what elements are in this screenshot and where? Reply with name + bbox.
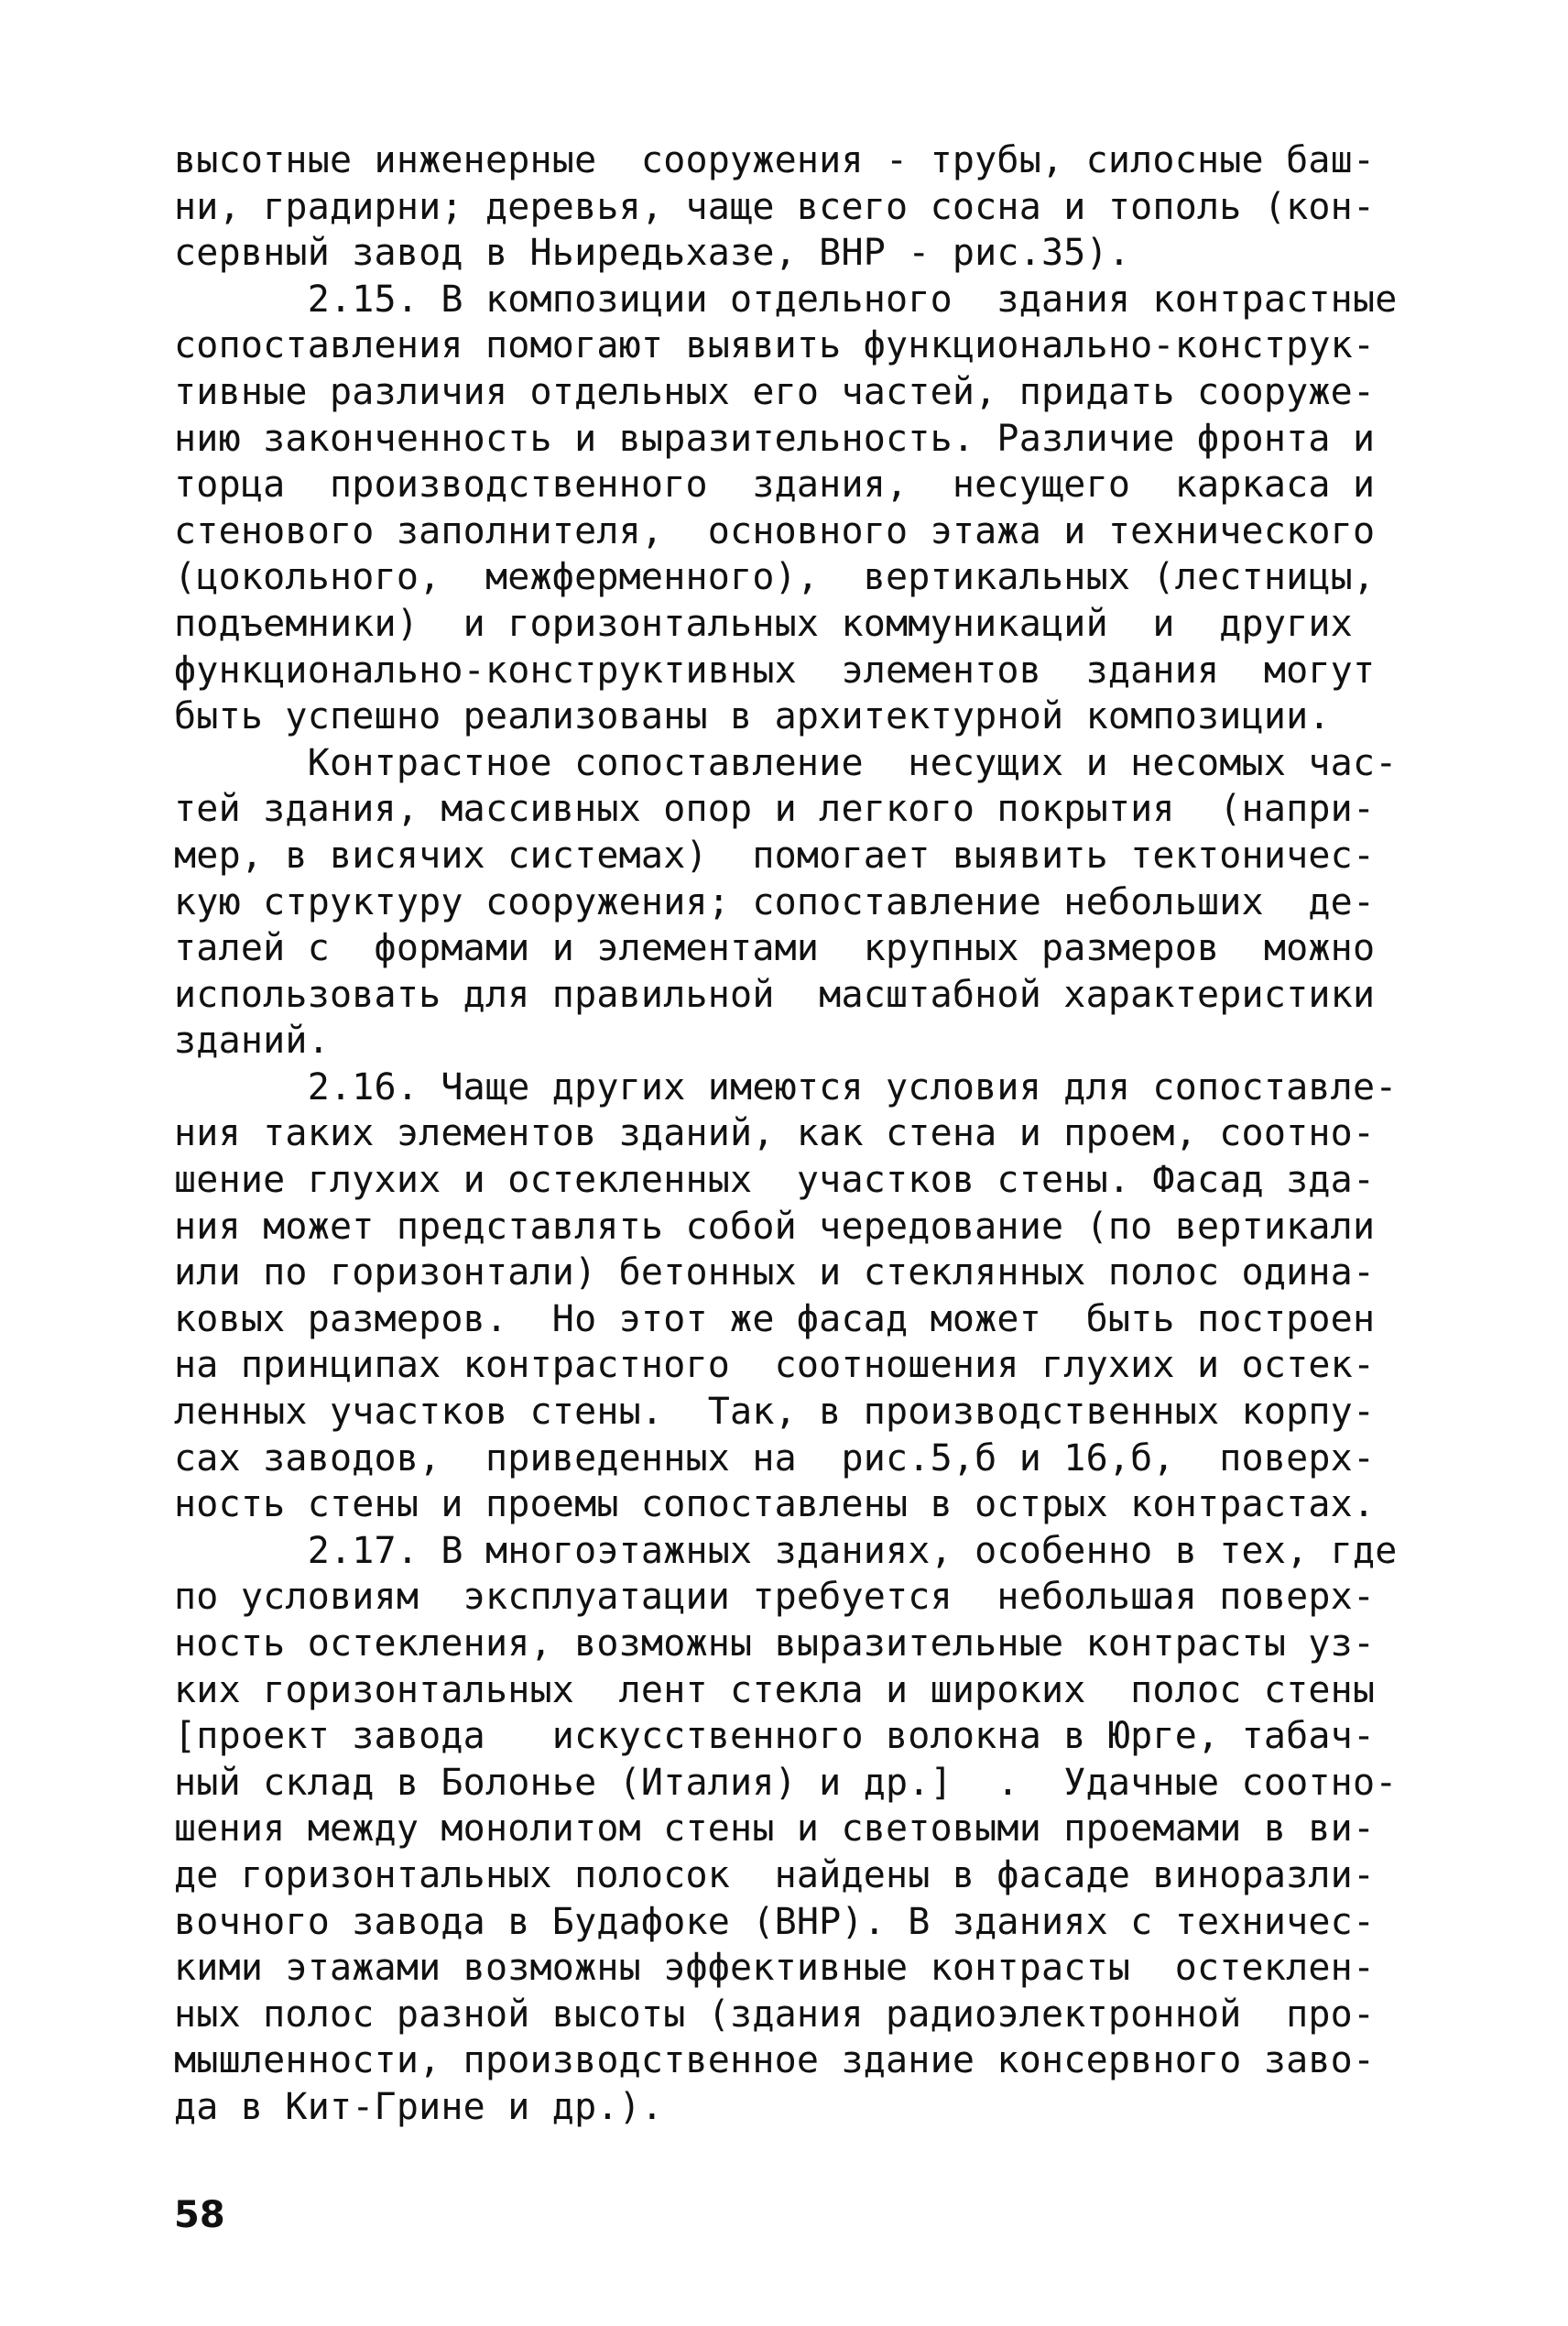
text-line: ность остекления, возможны выразительные контрасты уз- [174,1622,1376,1665]
text-line: по условиям эксплуатации требуется небольшая поверх- [174,1576,1376,1619]
text-line: ния может представлять собой чередование (по вертикали [174,1205,1376,1248]
text-line: 2.15. В композиции отдельного здания контрастные [174,278,1398,321]
text-line: талей с формами и элементами крупных размеров можно [174,927,1376,970]
text-line: нию законченность и выразительность. Различие фронта и [174,417,1376,460]
text-line: тивные различия отдельных его частей, придать сооруже- [174,370,1376,413]
text-line: сопоставления помогают выявить функционально-конструк- [174,324,1376,367]
text-line: использовать для правильной масштабной характеристики [174,973,1376,1016]
text-line: ких горизонтальных лент стекла и широких полос стены [174,1668,1376,1711]
text-line: ленных участков стены. Так, в производственных корпу- [174,1391,1376,1434]
text-line: торца производственного здания, несущего каркаса и [174,464,1376,507]
text-line: функционально-конструктивных элементов здания могут [174,649,1376,692]
text-line: мер, в висячих системах) помогает выявить тектоничес- [174,834,1376,877]
text-line: вочного завода в Будафоке (ВНР). В зданиях с техничес- [174,1900,1376,1943]
text-line: зданий. [174,1020,330,1063]
text-line: да в Кит-Грине и др.). [174,2085,664,2128]
text-line: или по горизонтали) бетонных и стеклянных полос одина- [174,1251,1376,1294]
text-line: ный склад в Болонье (Италия) и др.] . Удачные соотно- [174,1761,1398,1804]
text-line: ни, градирни; деревья, чаще всего сосна и тополь (кон- [174,185,1376,228]
body-text [174,137,1420,2131]
text-line: мышленности, производственное здание консервного заво- [174,2039,1376,2082]
text-line: тей здания, массивных опор и легкого покрытия (напри- [174,788,1376,831]
text-line: 2.16. Чаще других имеются условия для сопоставле- [174,1065,1398,1108]
text-line: подъемники) и горизонтальных коммуникаций и других [174,602,1353,645]
text-line: шение глухих и остекленных участков стены. Фасад зда- [174,1159,1376,1202]
text-line: 2.17. В многоэтажных зданиях, особенно в тех, где [174,1529,1398,1572]
text-line: (цокольного, межферменного), вертикальных (лестницы, [174,556,1376,599]
text-line: на принципах контрастного соотношения глухих и остек- [174,1344,1376,1387]
text-line: ния таких элементов зданий, как стена и проем, соотно- [174,1112,1376,1155]
text-line: высотные инженерные сооружения - трубы, силосные баш- [174,139,1376,181]
text-line: де горизонтальных полосок найдены в фасаде виноразли- [174,1853,1376,1896]
text-line: кими этажами возможны эффективные контрасты остеклен- [174,1947,1376,1990]
text-line: стенового заполнителя, основного этажа и технического [174,509,1376,552]
text-line: ковых размеров. Но этот же фасад может быть построен [174,1297,1376,1340]
text-line: сервный завод в Ньиредьхазе, ВНР - рис.35). [174,232,1131,275]
text-line: ность стены и проемы сопоставлены в острых контрастах. [174,1483,1376,1526]
text-line: ных полос разной высоты (здания радиоэлектронной про- [174,1993,1376,2036]
text-line: сах заводов, приведенных на рис.5,б и 16,б, поверх- [174,1436,1376,1480]
text-line: шения между монолитом стены и световыми проемами в ви- [174,1807,1376,1851]
text-line: [проект завода искусственного волокна в Юрге, табач- [174,1715,1376,1758]
text-line: кую структуру сооружения; сопоставление небольших де- [174,880,1376,923]
page-number: 58 [174,2194,225,2236]
text-line: Контрастное сопоставление несущих и несомых час- [174,741,1398,784]
text-line: быть успешно реализованы в архитектурной композиции. [174,695,1331,738]
